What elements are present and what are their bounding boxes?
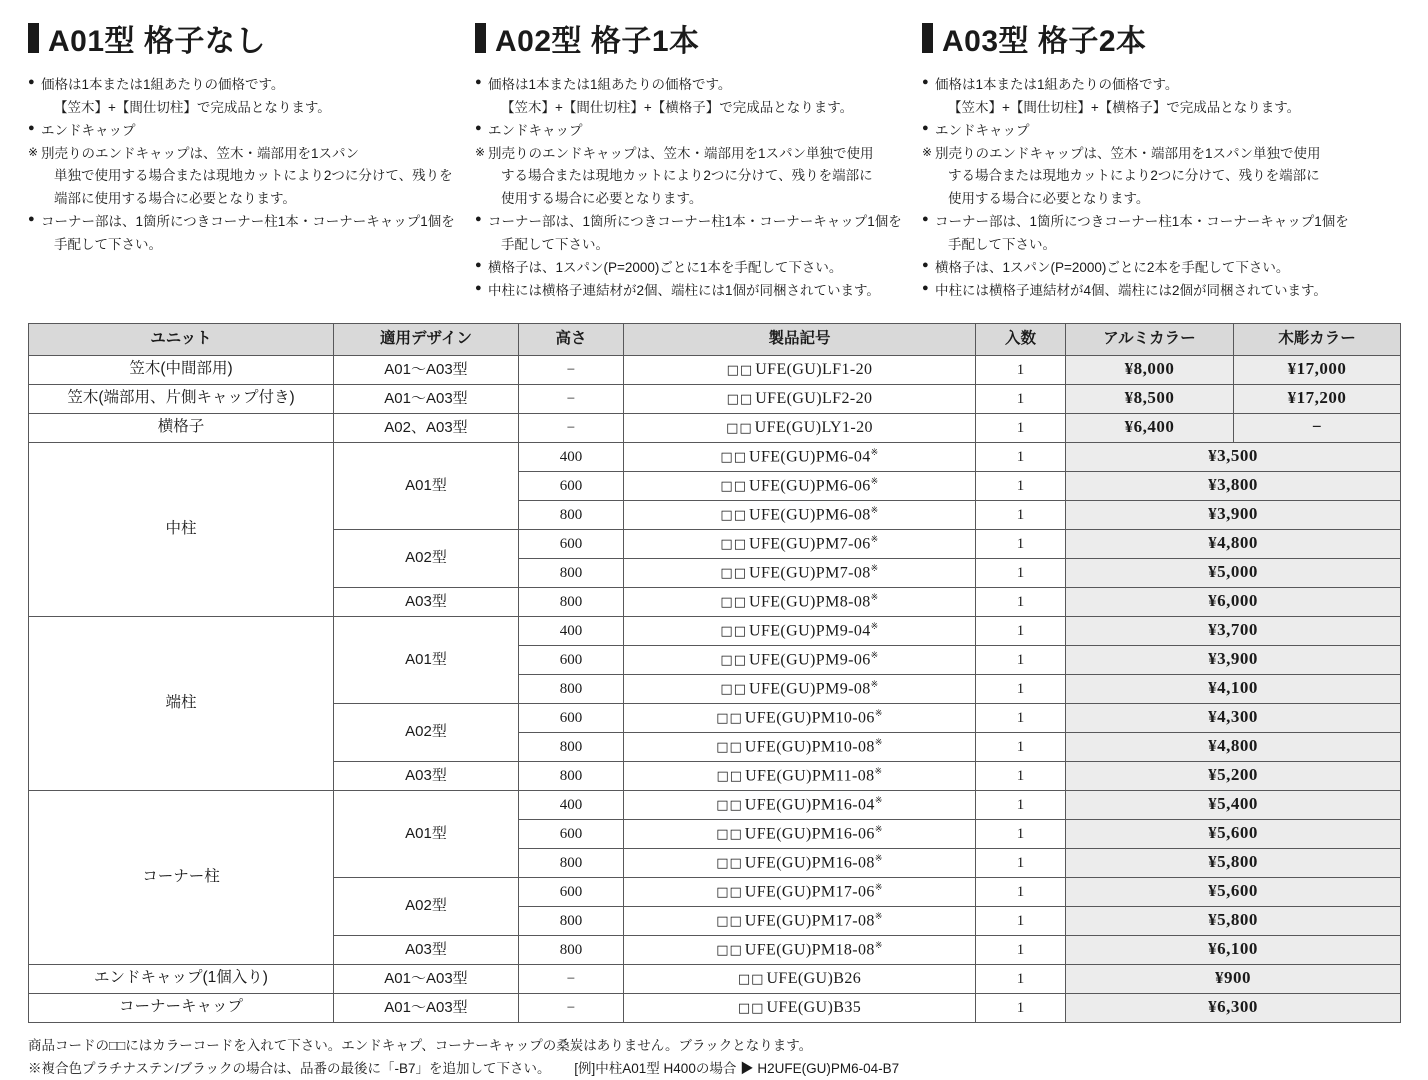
color-code-placeholder-icon: □□ <box>720 682 747 698</box>
color-code-placeholder-icon: □□ <box>716 943 743 959</box>
color-code-placeholder-icon: □□ <box>726 363 754 378</box>
kome-mark-icon: ※ <box>874 910 883 921</box>
cell-price: ¥5,400 <box>1066 790 1401 819</box>
cell-design: A01型 <box>334 616 519 703</box>
cell-height: 800 <box>519 935 624 964</box>
color-code-placeholder-icon: □□ <box>716 711 743 727</box>
cell-quantity: 1 <box>976 790 1066 819</box>
cell-height: 800 <box>519 732 624 761</box>
title-bar-icon <box>475 23 486 53</box>
cell-quantity: 1 <box>976 442 1066 471</box>
cell-price: ¥6,000 <box>1066 587 1401 616</box>
cell-height: 800 <box>519 848 624 877</box>
cell-price-aluminum: ¥6,400 <box>1066 413 1234 442</box>
cell-height: 600 <box>519 819 624 848</box>
cell-product-code: □□ UFE(GU)PM7-06※ <box>624 529 976 558</box>
cell-product-code: □□ UFE(GU)PM16-04※ <box>624 790 976 819</box>
cell-price-aluminum: ¥8,500 <box>1066 384 1234 413</box>
color-code-placeholder-icon: □□ <box>720 653 747 669</box>
cell-quantity: 1 <box>976 384 1066 413</box>
color-code-placeholder-icon: □□ <box>720 508 747 524</box>
cell-price: ¥4,800 <box>1066 529 1401 558</box>
color-code-placeholder-icon: □□ <box>726 421 753 436</box>
cell-price: ¥5,800 <box>1066 906 1401 935</box>
kome-mark-icon: ※ <box>870 678 879 689</box>
table-row <box>29 413 1401 442</box>
cell-price-wood: − <box>1234 413 1401 442</box>
cell-price: ¥3,900 <box>1066 645 1401 674</box>
cell-quantity: 1 <box>976 732 1066 761</box>
cell-product-code: □□ UFE(GU)PM6-04※ <box>624 442 976 471</box>
kome-mark-icon: ※ <box>874 707 883 718</box>
table-row <box>29 355 1401 384</box>
cell-height: 600 <box>519 703 624 732</box>
table-row <box>29 993 1401 1022</box>
color-code-placeholder-icon: □□ <box>737 972 765 987</box>
th-wood: 木彫カラー <box>1234 323 1401 355</box>
cell-design: A01〜A03型 <box>334 964 519 993</box>
th-code: 製品記号 <box>624 323 976 355</box>
column-a01-notes <box>28 74 465 256</box>
note-item: ※ 別売りのエンドキャップは、笠木・端部用を1スパン単独で使用 <box>475 143 912 165</box>
cell-product-code: □□ UFE(GU)PM7-08※ <box>624 558 976 587</box>
cell-design: A01〜A03型 <box>334 355 519 384</box>
kome-mark-icon: ※ <box>870 533 879 544</box>
note-item: ● 中柱には横格子連結材が2個、端柱には1個が同梱されています。 <box>475 280 912 302</box>
kome-mark-icon: ※ <box>870 562 879 573</box>
cell-price: ¥5,000 <box>1066 558 1401 587</box>
cell-product-code: □□ UFE(GU)PM9-06※ <box>624 645 976 674</box>
column-a02-title: A02型 格子1本 <box>475 16 912 60</box>
note-item: ● 価格は1本または1組あたりの価格です。 <box>922 74 1362 96</box>
color-code-placeholder-icon: □□ <box>716 798 743 814</box>
cell-product-code: □□ UFE(GU)B35 <box>624 993 976 1022</box>
cell-quantity: 1 <box>976 964 1066 993</box>
note-item: 手配して下さい。 <box>501 237 609 253</box>
color-code-placeholder-icon: □□ <box>720 624 747 640</box>
table-row <box>29 384 1401 413</box>
note-item: 単独で使用する場合または現地カットにより2つに分けて、残りを <box>54 168 453 184</box>
note-item: ● エンドキャップ <box>475 120 912 142</box>
cell-height: − <box>519 413 624 442</box>
cell-quantity: 1 <box>976 703 1066 732</box>
cell-height: 800 <box>519 500 624 529</box>
th-unit: ユニット <box>29 323 334 355</box>
cell-price: ¥3,500 <box>1066 442 1401 471</box>
cell-product-code: □□ UFE(GU)LF2-20 <box>624 384 976 413</box>
cell-height: 600 <box>519 645 624 674</box>
cell-design: A01型 <box>334 442 519 529</box>
note-item: ● 横格子は、1スパン(P=2000)ごとに2本を手配して下さい。 <box>922 257 1362 279</box>
column-a02 <box>475 16 922 303</box>
cell-height: 400 <box>519 616 624 645</box>
cell-quantity: 1 <box>976 819 1066 848</box>
note-item: ● コーナー部は、1箇所につきコーナー柱1本・コーナーキャップ1個を <box>28 211 465 233</box>
note-item: 【笠木】+【間仕切柱】で完成品となります。 <box>54 99 331 115</box>
note-item: 【笠木】+【間仕切柱】+【横格子】で完成品となります。 <box>948 99 1301 115</box>
color-code-placeholder-icon: □□ <box>716 740 743 756</box>
color-code-placeholder-icon: □□ <box>720 450 747 466</box>
note-item: 端部に使用する場合に必要となります。 <box>54 191 296 207</box>
note-item: 【笠木】+【間仕切柱】+【横格子】で完成品となります。 <box>501 99 854 115</box>
cell-price: ¥4,800 <box>1066 732 1401 761</box>
note-item: する場合または現地カットにより2つに分けて、残りを端部に <box>948 168 1320 184</box>
cell-price: ¥5,600 <box>1066 819 1401 848</box>
kome-mark-icon: ※ <box>874 881 883 892</box>
cell-unit: エンドキャップ(1個入り) <box>29 964 334 993</box>
cell-design: A01〜A03型 <box>334 384 519 413</box>
cell-product-code: □□ UFE(GU)B26 <box>624 964 976 993</box>
note-item: ● エンドキャップ <box>28 120 465 142</box>
th-qty: 入数 <box>976 323 1066 355</box>
cell-quantity: 1 <box>976 848 1066 877</box>
cell-design: A01型 <box>334 790 519 877</box>
color-code-placeholder-icon: □□ <box>716 827 743 843</box>
cell-design: A01〜A03型 <box>334 993 519 1022</box>
cell-price: ¥900 <box>1066 964 1401 993</box>
cell-height: 800 <box>519 906 624 935</box>
column-a03 <box>922 16 1372 303</box>
color-code-placeholder-icon: □□ <box>720 595 747 611</box>
cell-height: 400 <box>519 790 624 819</box>
cell-height: − <box>519 384 624 413</box>
cell-quantity: 1 <box>976 761 1066 790</box>
cell-product-code: □□ UFE(GU)PM10-06※ <box>624 703 976 732</box>
color-code-placeholder-icon: □□ <box>716 914 743 930</box>
cell-design: A03型 <box>334 761 519 790</box>
cell-unit: 端柱 <box>29 616 334 790</box>
footer-line-2-text: ※複合色プラチナステン/ブラックの場合は、品番の最後に「-B7」を追加して下さい。 <box>28 1060 551 1076</box>
note-item: 使用する場合に必要となります。 <box>501 191 703 207</box>
cell-product-code: □□ UFE(GU)PM9-08※ <box>624 674 976 703</box>
cell-height: 400 <box>519 442 624 471</box>
table-body <box>29 355 1401 1022</box>
cell-design: A03型 <box>334 935 519 964</box>
cell-product-code: □□ UFE(GU)PM16-08※ <box>624 848 976 877</box>
cell-quantity: 1 <box>976 529 1066 558</box>
cell-height: 800 <box>519 587 624 616</box>
cell-quantity: 1 <box>976 935 1066 964</box>
cell-quantity: 1 <box>976 500 1066 529</box>
cell-height: 800 <box>519 558 624 587</box>
cell-price: ¥5,800 <box>1066 848 1401 877</box>
color-code-placeholder-icon: □□ <box>716 885 743 901</box>
cell-height: 600 <box>519 529 624 558</box>
cell-price-aluminum: ¥8,000 <box>1066 355 1234 384</box>
cell-price: ¥3,800 <box>1066 471 1401 500</box>
cell-product-code: □□ UFE(GU)PM17-06※ <box>624 877 976 906</box>
footer-example: [例]中柱A01型 H400の場合 ▶ H2UFE(GU)PM6-04-B7 <box>574 1060 900 1076</box>
cell-height: 800 <box>519 761 624 790</box>
color-code-placeholder-icon: □□ <box>716 769 744 785</box>
cell-price: ¥6,300 <box>1066 993 1401 1022</box>
cell-product-code: □□ UFE(GU)PM10-08※ <box>624 732 976 761</box>
cell-product-code: □□ UFE(GU)LY1-20 <box>624 413 976 442</box>
color-code-placeholder-icon: □□ <box>720 566 747 582</box>
note-item: ● コーナー部は、1箇所につきコーナー柱1本・コーナーキャップ1個を <box>922 211 1362 233</box>
cell-product-code: □□ UFE(GU)PM9-04※ <box>624 616 976 645</box>
kome-mark-icon: ※ <box>870 649 879 660</box>
cell-product-code: □□ UFE(GU)PM6-08※ <box>624 500 976 529</box>
cell-unit: コーナー柱 <box>29 790 334 964</box>
cell-unit: 横格子 <box>29 413 334 442</box>
column-a01 <box>28 16 475 303</box>
cell-unit: 中柱 <box>29 442 334 616</box>
cell-design: A02型 <box>334 877 519 935</box>
kome-mark-icon: ※ <box>870 475 879 486</box>
table-row <box>29 442 1401 471</box>
cell-price: ¥4,100 <box>1066 674 1401 703</box>
cell-height: 600 <box>519 471 624 500</box>
footer-line-1: 商品コードの□□にはカラーコードを入れて下さい。エンドキャプ、コーナーキャップの桑炭はありません。ブラックとなります。 <box>28 1037 813 1053</box>
color-code-placeholder-icon: □□ <box>720 537 747 553</box>
note-item: ● 価格は1本または1組あたりの価格です。 <box>28 74 465 96</box>
cell-height: 800 <box>519 674 624 703</box>
color-code-placeholder-icon: □□ <box>716 856 743 872</box>
note-item: ● コーナー部は、1箇所につきコーナー柱1本・コーナーキャップ1個を <box>475 211 912 233</box>
kome-mark-icon: ※ <box>874 765 883 776</box>
note-item: ● 価格は1本または1組あたりの価格です。 <box>475 74 912 96</box>
footer-line-2 <box>28 1058 1400 1080</box>
th-design: 適用デザイン <box>334 323 519 355</box>
cell-design: A03型 <box>334 587 519 616</box>
cell-product-code: □□ UFE(GU)PM11-08※ <box>624 761 976 790</box>
note-item: ※ 別売りのエンドキャップは、笠木・端部用を1スパン単独で使用 <box>922 143 1362 165</box>
title-bar-icon <box>28 23 39 53</box>
cell-design: A02、A03型 <box>334 413 519 442</box>
cell-product-code: □□ UFE(GU)PM17-08※ <box>624 906 976 935</box>
cell-quantity: 1 <box>976 616 1066 645</box>
column-a02-notes <box>475 74 912 302</box>
cell-height: − <box>519 964 624 993</box>
cell-quantity: 1 <box>976 674 1066 703</box>
column-a03-title: A03型 格子2本 <box>922 16 1362 60</box>
cell-height: − <box>519 993 624 1022</box>
note-item: する場合または現地カットにより2つに分けて、残りを端部に <box>501 168 873 184</box>
price-table <box>28 323 1401 1023</box>
kome-mark-icon: ※ <box>874 823 883 834</box>
title-bar-icon <box>922 23 933 53</box>
cell-price: ¥3,900 <box>1066 500 1401 529</box>
kome-mark-icon: ※ <box>870 446 879 457</box>
column-a01-title: A01型 格子なし <box>28 16 465 60</box>
cell-height: − <box>519 355 624 384</box>
cell-quantity: 1 <box>976 355 1066 384</box>
note-item: 使用する場合に必要となります。 <box>948 191 1150 207</box>
intro-columns <box>28 16 1400 303</box>
cell-price: ¥5,600 <box>1066 877 1401 906</box>
cell-price-wood: ¥17,000 <box>1234 355 1401 384</box>
note-item: ● エンドキャップ <box>922 120 1362 142</box>
cell-product-code: □□ UFE(GU)PM8-08※ <box>624 587 976 616</box>
cell-quantity: 1 <box>976 471 1066 500</box>
cell-quantity: 1 <box>976 877 1066 906</box>
kome-mark-icon: ※ <box>874 736 883 747</box>
kome-mark-icon: ※ <box>874 852 883 863</box>
note-item: ● 中柱には横格子連結材が4個、端柱には2個が同梱されています。 <box>922 280 1362 302</box>
table-header-row <box>29 323 1401 355</box>
cell-quantity: 1 <box>976 993 1066 1022</box>
cell-price: ¥3,700 <box>1066 616 1401 645</box>
cell-price: ¥6,100 <box>1066 935 1401 964</box>
cell-height: 600 <box>519 877 624 906</box>
cell-product-code: □□ UFE(GU)LF1-20 <box>624 355 976 384</box>
cell-quantity: 1 <box>976 587 1066 616</box>
cell-unit: 笠木(中間部用) <box>29 355 334 384</box>
kome-mark-icon: ※ <box>870 591 879 602</box>
kome-mark-icon: ※ <box>870 620 879 631</box>
note-item: ※ 別売りのエンドキャップは、笠木・端部用を1スパン <box>28 143 465 165</box>
kome-mark-icon: ※ <box>870 504 879 515</box>
cell-product-code: □□ UFE(GU)PM18-08※ <box>624 935 976 964</box>
cell-quantity: 1 <box>976 413 1066 442</box>
table-row <box>29 964 1401 993</box>
cell-price: ¥4,300 <box>1066 703 1401 732</box>
cell-quantity: 1 <box>976 906 1066 935</box>
color-code-placeholder-icon: □□ <box>726 392 754 407</box>
cell-product-code: □□ UFE(GU)PM6-06※ <box>624 471 976 500</box>
color-code-placeholder-icon: □□ <box>720 479 747 495</box>
cell-design: A02型 <box>334 703 519 761</box>
cell-quantity: 1 <box>976 558 1066 587</box>
footer-notes <box>28 1035 1400 1080</box>
cell-price-wood: ¥17,200 <box>1234 384 1401 413</box>
kome-mark-icon: ※ <box>874 794 883 805</box>
note-item: 手配して下さい。 <box>948 237 1056 253</box>
color-code-placeholder-icon: □□ <box>737 1001 765 1016</box>
th-height: 高さ <box>519 323 624 355</box>
note-item: 手配して下さい。 <box>54 237 162 253</box>
cell-price: ¥5,200 <box>1066 761 1401 790</box>
note-item: ● 横格子は、1スパン(P=2000)ごとに1本を手配して下さい。 <box>475 257 912 279</box>
cell-unit: コーナーキャップ <box>29 993 334 1022</box>
cell-product-code: □□ UFE(GU)PM16-06※ <box>624 819 976 848</box>
cell-quantity: 1 <box>976 645 1066 674</box>
th-alu: アルミカラー <box>1066 323 1234 355</box>
table-row <box>29 616 1401 645</box>
column-a03-notes <box>922 74 1362 302</box>
table-row <box>29 790 1401 819</box>
kome-mark-icon: ※ <box>874 939 883 950</box>
cell-unit: 笠木(端部用、片側キャップ付き) <box>29 384 334 413</box>
cell-design: A02型 <box>334 529 519 587</box>
